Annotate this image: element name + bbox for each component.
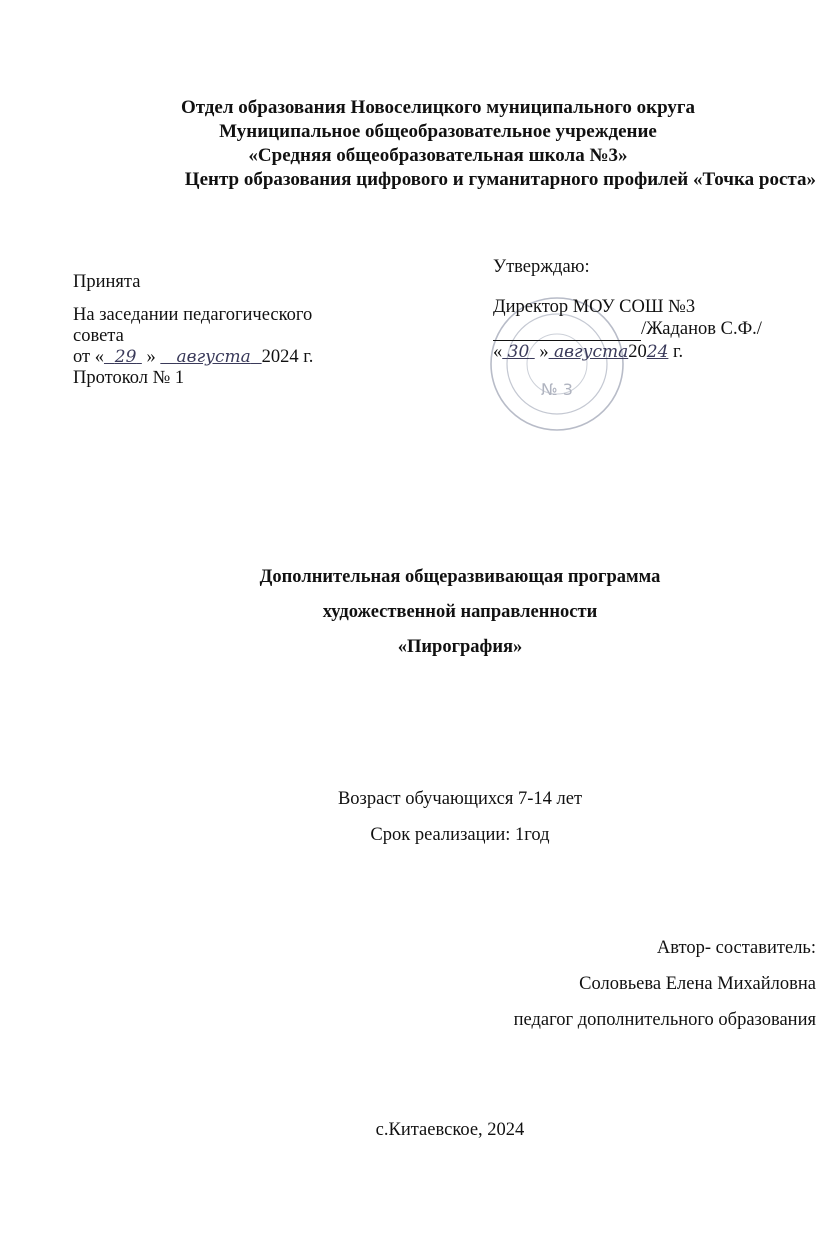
author-label: Автор- составитель: <box>656 938 816 958</box>
student-age: Возраст обучающихся 7-14 лет <box>337 789 583 809</box>
accepted-meeting: На заседании педагогического <box>73 305 313 325</box>
header-department: Отдел образования Новоселицкого муниципального округа <box>180 97 696 118</box>
accepted-label: Принята <box>73 272 141 292</box>
accepted-council: совета <box>73 326 124 346</box>
accepted-protocol: Протокол № 1 <box>73 368 185 388</box>
accepted-year: 2024 г. <box>261 347 314 367</box>
program-details <box>200 781 720 853</box>
place-year: с.Китаевское, 2024 <box>375 1120 525 1140</box>
approved-signature-line <box>493 318 816 341</box>
approved-year-end: г. <box>668 342 684 362</box>
approved-name: /Жаданов С.Ф./ <box>641 319 762 339</box>
approved-label: Утверждаю: <box>493 257 590 277</box>
accepted-day: 29 <box>114 347 137 367</box>
stamp-number: № 3 <box>541 380 573 399</box>
accepted-month: августа <box>176 347 251 367</box>
approved-year-suffix: 24 <box>646 342 669 362</box>
implementation-term: Срок реализации: 1год <box>370 825 550 845</box>
header-institution: Муниципальное общеобразовательное учреждение <box>219 121 657 142</box>
header-school: «Средняя общеобразовательная школа №3» <box>248 145 628 166</box>
accepted-date <box>73 347 403 368</box>
approved-month: августа <box>553 342 629 362</box>
approved-date-mid: » <box>539 342 549 362</box>
program-direction: художественной направленности <box>322 602 598 622</box>
approved-date <box>493 341 816 363</box>
header-center: Центр образования цифрового и гуманитарного профилей «Точка роста» <box>184 169 816 190</box>
approved-year-prefix: 20 <box>628 342 647 362</box>
accepted-block <box>73 272 403 389</box>
approved-position: Директор МОУ СОШ №3 <box>493 297 696 317</box>
approved-block <box>493 256 816 363</box>
signature-blank <box>493 318 641 341</box>
accepted-date-mid: » <box>146 347 156 367</box>
approved-date-prefix: « <box>493 342 503 362</box>
program-name: «Пирография» <box>397 637 523 657</box>
document-header <box>60 96 816 192</box>
accepted-date-prefix: от « <box>73 347 104 367</box>
program-type: Дополнительная общеразвивающая программа <box>259 567 661 587</box>
approved-day: 30 <box>507 342 530 362</box>
program-title <box>140 560 780 665</box>
author-position: педагог дополнительного образования <box>513 1010 816 1030</box>
author-block <box>356 930 816 1038</box>
author-name: Соловьева Елена Михайловна <box>579 974 816 994</box>
